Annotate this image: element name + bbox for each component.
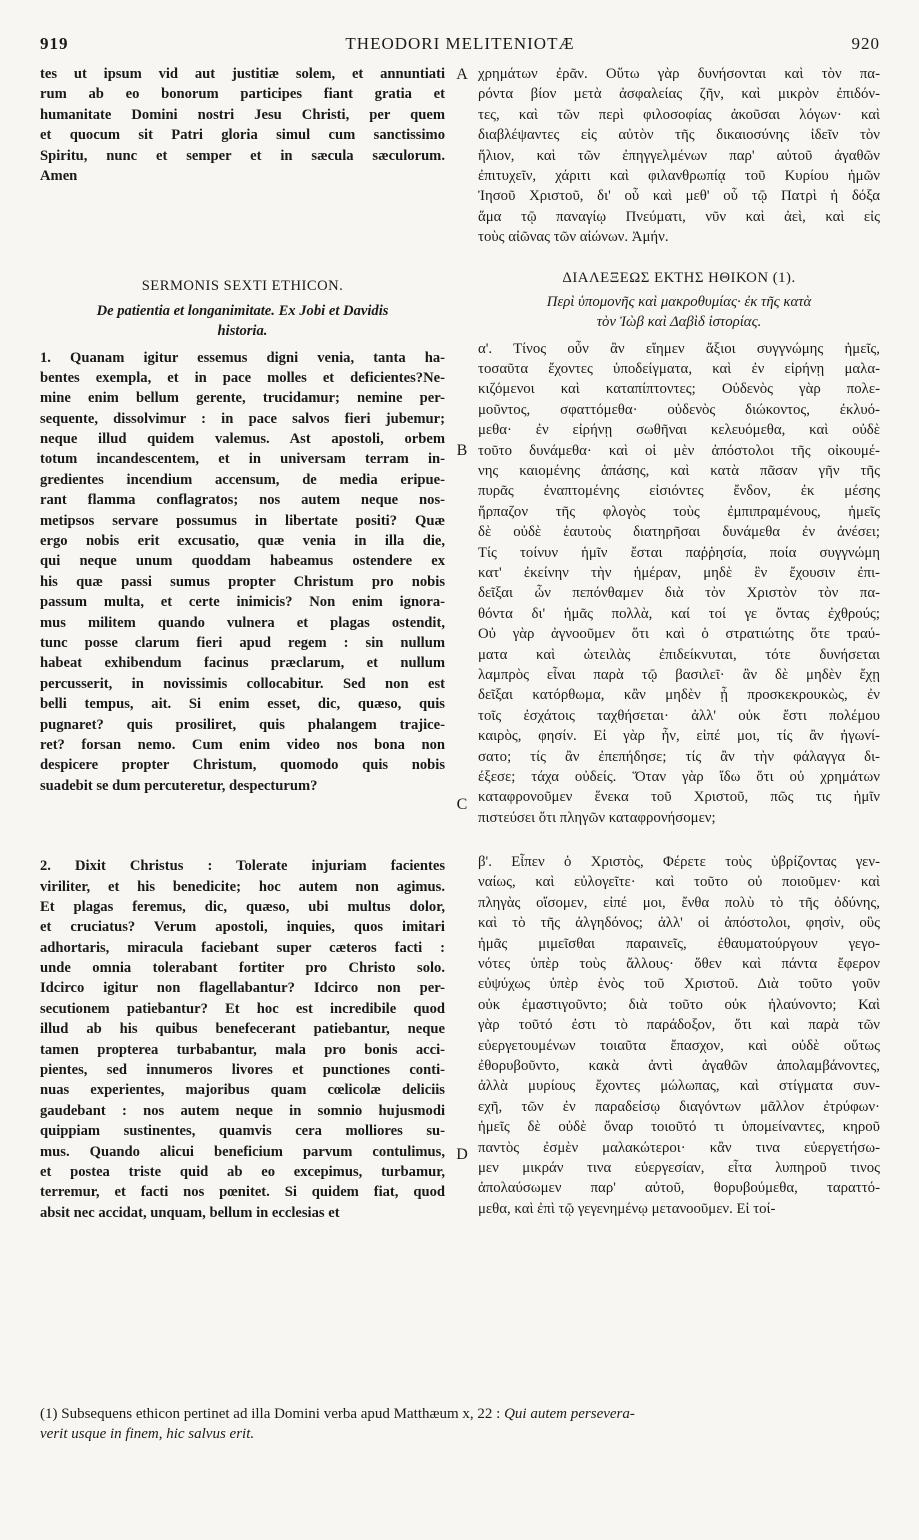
- greek-para2-line: β'. Εἶπεν ὁ Χριστὸς, Φέρετε τοὺς ὑβρίζοντας γεν-: [478, 854, 880, 871]
- greek-intro-line: τες, καὶ τῶν περὶ φιλοσοφίας ἀκοῦσαι λόγων· καὶ: [478, 106, 880, 123]
- greek-para2-line: ἡμεῖς δὲ οὐδὲ ὄναρ τοιοῦτό τι ὑπομείναντες, κηροῦ: [478, 1119, 880, 1136]
- greek-para1-line: λαμπρὸς εἶναι παρὰ τῷ βασιλεῖ· ἂν δὲ μηδὲν ἔχῃ: [478, 666, 880, 683]
- latin-column: [40, 64, 445, 1223]
- greek-para2-line: γὰρ τοῦτό ἐστι τὸ παράδοξον, ὅτι καὶ παρὰ τῶν: [478, 1017, 880, 1034]
- greek-subtitle: [478, 292, 880, 333]
- left-page-number: 919: [40, 34, 69, 53]
- latin-para2-line: tamen propterea turbabantur, mala pro bonis acci-: [40, 1041, 445, 1058]
- greek-para1-line: κιζόμενοι καὶ καταπίπτοντες; Οὐδενὸς γὰρ πολε-: [478, 381, 880, 398]
- greek-para2-line: ἀπολαύσωμεν παρ' αὐτοῦ, θορυβούμεθα, ταραττό-: [478, 1180, 880, 1197]
- greek-para1-line: καταφρονοῦμεν ἕνεκα τοῦ Χριστοῦ, πῶς τις ἡμῖν: [478, 789, 880, 806]
- latin-para1-line: percusserit, in novissimis collocabitur. Sed non est: [40, 675, 445, 692]
- margin-marker-b: B: [456, 442, 468, 459]
- right-page-number: 920: [851, 34, 880, 53]
- latin-para1-line: metipsos servare possumus in libertate positi? Quæ: [40, 512, 445, 529]
- latin-para1-line: belli tempus, ait. Si enim esset, dic, quæso, quis: [40, 696, 445, 713]
- latin-para1-line: ret? forsan nemo. Cum enim video nos bona non: [40, 736, 445, 753]
- latin-intro-line: et quocum sit Patri gloria simul cum sanctissimo: [40, 127, 445, 144]
- latin-para2-line: quippiam sustinentes, quamvis cera molliores su-: [40, 1123, 445, 1140]
- latin-section-title: SERMONIS SEXTI ETHICON.: [141, 278, 344, 295]
- greek-para1-line: καιρὸς, φησίν. Εἰ γὰρ ἦν, εἰπέ μοι, τίς ἂν ἠγωνί-: [478, 728, 880, 745]
- greek-intro-line: ἅμα τῷ παναγίῳ Πνεύματι, νῦν καὶ ἀεὶ, καὶ εἰς: [478, 208, 880, 225]
- greek-para2-line: οὐκ ἐμαστιγοῦντο; διὰ τοῦτο οὐκ ἠλαύνοντο; Καὶ: [478, 996, 880, 1013]
- margin-marker-a: A: [456, 66, 468, 83]
- greek-para1-line: ματα καὶ ὠτειλὰς ἐπιδείκνυται, τότε δυνήσεται: [478, 646, 880, 663]
- greek-para1-line: Οὐ γὰρ ἀγνοοῦμεν ὅτι καὶ ὁ στρατιώτης ὅτε τραύ-: [478, 626, 880, 643]
- greek-subtitle-line: τὸν Ἰὼβ καὶ Δαβὶδ ἱστορίας.: [596, 314, 762, 331]
- greek-para1-line: ἥρπαζον τῆς φλογὸς τοὺς ἐμπιπραμένους, ἡμεῖς: [478, 503, 880, 520]
- greek-para1-line: νης καιομένης ἁπάσης, καὶ κατὰ πᾶσαν γῆν τῆς: [478, 463, 880, 480]
- latin-paragraph-1: [40, 348, 445, 797]
- greek-para1-line: πυρᾶς ἐναπτομένης εἰσιόντες ἔνδον, ἐκ μέσης: [478, 483, 880, 500]
- footnote-quote-end: verit usque in finem, hic salvus erit.: [40, 1426, 255, 1443]
- latin-intro-line: Spiritu, nunc et semper et in sæcula sæculorum.: [40, 147, 445, 164]
- latin-para1-line: his quæ passi sumus propter Christum pro nobis: [40, 573, 445, 590]
- greek-section-title: ΔΙΑΛΕΞΕΩΣ ΕΚΤΗΣ ΗΘΙΚΟΝ (1).: [562, 269, 796, 286]
- greek-paragraph-2: [478, 852, 880, 1219]
- footnote: [40, 1404, 890, 1445]
- greek-para2-line: ναίως, καὶ εὐλογεῖτε· καὶ τοῦτο οὐ ποιοῦμεν· καὶ: [478, 874, 880, 891]
- greek-para1-line: δεῖξαι ὧν πεπόνθαμεν διὰ τὸν Χριστὸν τὸν πα-: [478, 585, 880, 602]
- latin-para1-line: passum multa, et certe inimicis? Non enim ignora-: [40, 594, 445, 611]
- greek-intro-line: διαβλέψαντες εἰς αὐτὸν τῆς δικαιοσύνης ἰδεῖν τὸν: [478, 127, 880, 144]
- latin-para1-line: pugnaret? quis prosiliret, quis phalangem trajice-: [40, 716, 445, 733]
- latin-paragraph-2: [40, 856, 445, 1223]
- latin-para1-line: ergo nobis erit excusatio, quæ venia in illa die,: [40, 533, 445, 550]
- greek-intro-line: χρημάτων ἐρᾶν. Οὕτω γὰρ δυνήσονται καὶ τὸν πα-: [478, 66, 880, 82]
- latin-para2-line: mus. Quando alicui beneficium parvum contulimus,: [40, 1143, 445, 1160]
- greek-intro: [478, 64, 880, 248]
- latin-para2-line: viriliter, et his benedicite; hoc autem non agimus.: [40, 878, 445, 895]
- greek-para1-line: δὲ οὐδὲ ἑαυτοὺς διατηρῆσαι δυνάμεθα ἐν ἀνέσει;: [478, 524, 880, 541]
- greek-para1-line: έξεσε; τάχα οὐδείς. Ὅταν γὰρ ἴδω ὅτι οὐ χρημάτων: [478, 768, 880, 785]
- greek-para2-line: καὶ τὸ τῆς ἀλγηδόνος; ἀλλ' οἱ ἀπόστολοι, φησὶν, οὓς: [478, 915, 880, 932]
- footnote-text: (1) Subsequens ethicon pertinet ad illa Domini verba apud Matthæum x, 22 :: [40, 1406, 501, 1422]
- latin-para1-line: qui neque unum quoddam habeamus ostendere ex: [40, 553, 445, 570]
- latin-para1-line: 1. Quanam igitur essemus digni venia, tanta ha-: [40, 349, 445, 366]
- latin-para1-line: sequente, dissolvimur : in pace salvos fieri jubemur;: [40, 410, 445, 427]
- greek-para2-line: εὐεργετουμένων τοιαῦτα ἔπασχον, καὶ οὐδὲ οὕτως: [478, 1037, 880, 1054]
- latin-para1-line: suadebit se dum percuteretur, despecturum?: [40, 777, 318, 794]
- latin-para1-line: despicere propter Christum, quomodo quis nobis: [40, 757, 445, 774]
- footnote-quote-start: Qui autem persevera-: [504, 1406, 635, 1422]
- latin-para1-line: habeat exhibendum facinus præclarum, et nullum: [40, 655, 445, 672]
- latin-para1-line: neque illud quidem valemus. Ast apostoli, orbem: [40, 431, 445, 448]
- greek-para1-line: μοῦντος, σφαττόμεθα· οὐδενὸς διώκοντος, ἐκλυό-: [478, 401, 880, 418]
- greek-column: [478, 64, 880, 1219]
- greek-para2-line: μεθα, καὶ ἐπὶ τῷ γεγενημένῳ μετανοοῦμεν. Εἰ τοί-: [478, 1200, 776, 1217]
- latin-intro-line: rum ab eo bonorum participes fiant gratia et: [40, 86, 445, 103]
- greek-paragraph-1: [478, 339, 880, 828]
- greek-para2-line: ἀλλὰ μυρίους ἔχοντες μώλωπας, καὶ στίγματα συν-: [478, 1078, 880, 1095]
- latin-para2-line: et cruciatus? Verum apostoli, inquies, quos imitari: [40, 919, 445, 936]
- running-title: THEODORI MELITENIOTÆ: [345, 34, 575, 53]
- latin-para1-line: gredientes incendium accensum, de media eripue-: [40, 471, 445, 488]
- greek-para1-line: τοσαῦτα ἔχοντες ὑποδείγματα, καὶ ἐν εἰρήνῃ μαλα-: [478, 361, 880, 378]
- greek-intro-line: τοὺς αἰῶνας τῶν αἰώνων. Ἀμήν.: [478, 229, 669, 246]
- greek-intro-line: ἐπιτυχεῖν, χάριτι καὶ φιλανθρωπίᾳ τοῦ Κυρίου ἡμῶν: [478, 167, 880, 184]
- page-header: [40, 34, 880, 58]
- greek-para1-line: τοῖς ἐσχάτοις ταχθήσεται· ἀλλ' οὐκ ἔστι πολέμου: [478, 707, 880, 724]
- latin-para1-line: rant flamma conflagratos; nos autem neque nos-: [40, 492, 445, 509]
- greek-intro-line: ἥλιον, καὶ τῶν ἐπηγγελμένων παρ' αὐτοῦ ἀγαθῶν: [478, 147, 880, 164]
- latin-subtitle-line: De patientia et longanimitate. Ex Jobi et Davidis: [96, 302, 389, 319]
- latin-para1-line: bentes exempla, et in pace molles et deficientes?Ne-: [40, 369, 445, 386]
- greek-para1-line: Τίς τοίνυν ἡμῖν ἔσται παῤῥησία, ποία συγγνώμη: [478, 544, 880, 561]
- latin-para1-line: totum incandescentem, et in universam terram in-: [40, 451, 445, 468]
- greek-para2-line: εὐψύχως ὑπὲρ ἑνὸς τοῦ Χριστοῦ. Διὰ τοῦτο γοῦν: [478, 976, 880, 993]
- greek-para1-line: δεῖξαι κατόρθωμα, κἂν μηδὲν ᾖ προσκεκρουκὼς, ἐν: [478, 687, 880, 704]
- latin-para1-line: mine enim bellum gerente, trucidamur; nemine per-: [40, 390, 445, 407]
- latin-para2-line: Idcirco igitur non flagellabantur? Idcirco non per-: [40, 980, 445, 997]
- latin-intro-line: tes ut ipsum vid aut justitiæ solem, et annuntiati: [40, 66, 445, 82]
- greek-para1-line: θόντα δι' ἡμᾶς πολλὰ, καί τοί γε ὄντας ἐχθρούς;: [478, 605, 880, 622]
- latin-para2-line: terremur, et facti nos pœnitet. Si quidem fiat, quod: [40, 1184, 445, 1201]
- greek-para1-line: σατο; τίς ἂν ἐπεπήδησε; τίς ἂν τὴν φάλαγγα δι-: [478, 748, 880, 765]
- greek-para2-line: μεν μικράν τινα εὐεργεσίαν, εἶτα λυπηροῦ τινος: [478, 1159, 880, 1176]
- latin-para2-line: absit nec accidat, unquam, bellum in ecclesias et: [40, 1204, 340, 1221]
- latin-subtitle: [40, 301, 445, 342]
- latin-para2-line: unde omnia tolerabant fortiter pro Christo solo.: [40, 960, 445, 977]
- greek-para2-line: ἐθορυβοῦντο, κακὰ ἀντὶ ἀγαθῶν ἀπολαμβάνοντες,: [478, 1057, 880, 1074]
- greek-intro-line: ρόντα βίον μετὰ ἀσφαλείας ζῆν, καὶ μικρὸν ἐπιδόν-: [478, 86, 880, 103]
- greek-para2-line: εχῆ, τῶν ἐν παραδείσῳ διαγόντων μᾶλλον ἐτρύφων·: [478, 1098, 880, 1115]
- latin-para2-line: pientes, sed innumeros livores et punctiones conti-: [40, 1062, 445, 1079]
- margin-marker-c: C: [456, 796, 468, 813]
- latin-para1-line: tunc posse clarum fieri apud regem : sin nullum: [40, 634, 445, 651]
- latin-para2-line: Et plagas feremus, dic, quæso, ubi multus dolor,: [40, 898, 445, 915]
- margin-marker-d: D: [456, 1146, 468, 1163]
- greek-para1-line: πιστεύσει ὅτι πληγῶν καταφρονήσομεν;: [478, 809, 716, 826]
- latin-intro-line: Amen: [40, 167, 78, 184]
- latin-para1-line: mus militem quando vulnera et plagas ostendit,: [40, 614, 445, 631]
- latin-para2-line: nuas experientes, majoribus quam cœlicolæ deliciis: [40, 1082, 445, 1099]
- greek-para2-line: παντὸς ἐσμὲν μαλακώτεροι· κἂν τινα εὐεργετήσω-: [478, 1139, 880, 1156]
- greek-para2-line: πληγὰς οἴσομεν, εἰπέ μοι, ἔνθα πολὺ τὸ τῆς ὀδύνης,: [478, 894, 880, 911]
- latin-para2-line: gaudebant : nos autem neque in somnio hujusmodi: [40, 1102, 445, 1119]
- greek-para1-line: α'. Τίνος οὖν ἂν εἴημεν ἄξιοι συγγνώμης ἡμεῖς,: [478, 340, 880, 357]
- greek-para2-line: ἡμᾶς μιμεῖσθαι παραινεῖς, ἐθαυματούργουν γεγο-: [478, 935, 880, 952]
- greek-para1-line: μεθα· ἐν εἰρήνῃ σωθῆναι κελευόμεθα, καὶ οὐδὲ: [478, 422, 880, 439]
- latin-para2-line: et postea triste quid ab eo excepimus, turbamur,: [40, 1163, 445, 1180]
- greek-para1-line: τοῦτο δυνάμεθα· καὶ οἱ μὲν ἀπόστολοι τῆς οἰκουμέ-: [478, 442, 880, 459]
- greek-para1-line: κατ' ἐκείνην τὴν ἡμέραν, μηδὲ ἓν ἔχουσιν ἐπι-: [478, 564, 880, 581]
- greek-intro-line: Ἰησοῦ Χριστοῦ, δι' οὗ καὶ μεθ' οὗ τῷ Πατρὶ ἡ δόξα: [478, 188, 880, 205]
- latin-para2-line: 2. Dixit Christus : Tolerate injuriam facientes: [40, 858, 445, 875]
- greek-subtitle-line: Περὶ ὑπομονῆς καὶ μακροθυμίας· ἐκ τῆς κατὰ: [546, 293, 812, 310]
- latin-para2-line: secutionem patiebantur? Et hoc est incredibile quod: [40, 1000, 445, 1017]
- latin-para2-line: illud ab his quibus benefecerant patiebantur, neque: [40, 1021, 445, 1038]
- latin-subtitle-line: historia.: [217, 323, 268, 340]
- latin-intro-line: humanitate Domini nostri Jesu Christi, per quem: [40, 106, 445, 123]
- latin-intro: [40, 64, 445, 186]
- latin-para2-line: adhortaris, miracula faciebant super cæteros facti :: [40, 939, 445, 956]
- greek-para2-line: νότες ὑπὲρ τοὺς ἄλλους· ὅθεν καὶ πάντα ἔφερον: [478, 956, 880, 973]
